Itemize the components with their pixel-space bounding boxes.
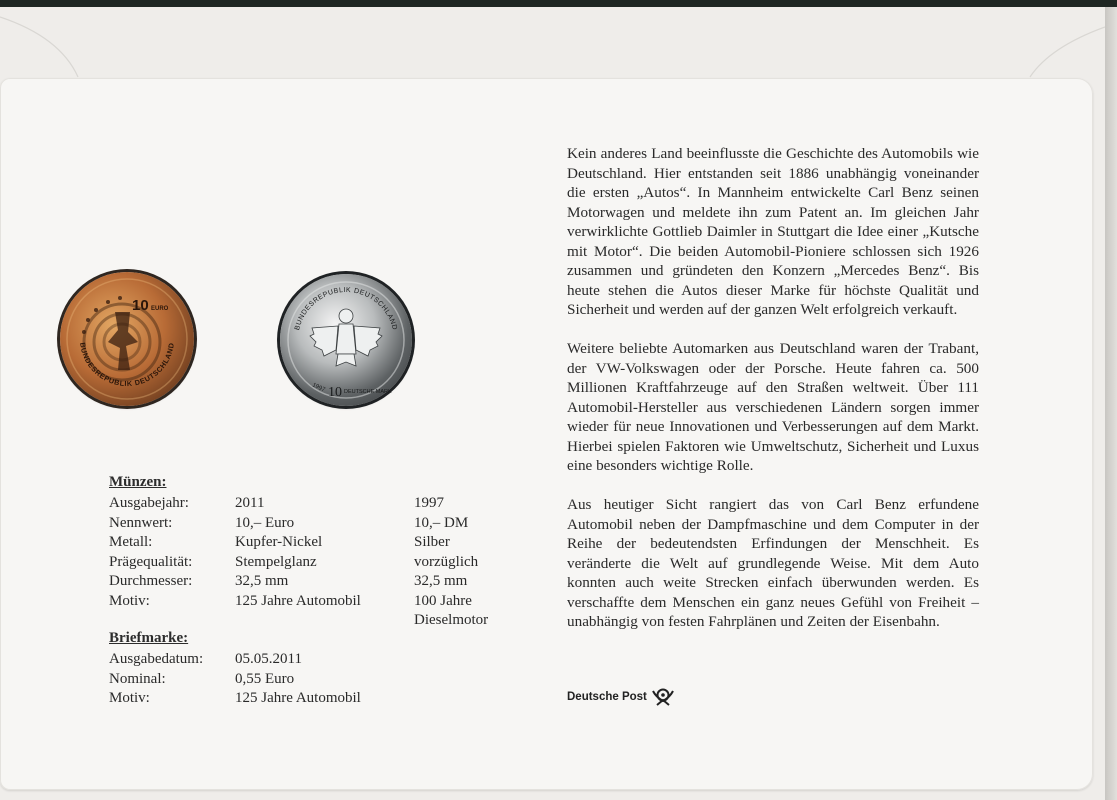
coin-row-durchmesser [109, 572, 529, 592]
row-value: 125 Jahre Automobil [235, 690, 361, 706]
stamp-heading: Briefmarke: [109, 630, 189, 646]
euro-coin-value: 10 [132, 297, 149, 314]
row-label: Ausgabejahr: [109, 495, 189, 511]
row-label: Durchmesser: [109, 573, 193, 589]
coins-heading: Münzen: [109, 474, 167, 490]
coin-row-ausgabejahr [109, 494, 529, 514]
coin-row-nennwert [109, 514, 529, 534]
dm-coin-country: BUNDESREPUBLIK DEUTSCHLAND [294, 286, 398, 332]
row-label: Prägequalität: [109, 553, 193, 570]
row-dm-value: vorzüglich [414, 553, 479, 570]
row-euro-value: Kupfer-Nickel [235, 534, 323, 550]
row-dm-value: Silber [414, 534, 450, 550]
row-euro-value: 2011 [235, 495, 265, 511]
euro-coin-country: BUNDESREPUBLIK DEUTSCHLAND [78, 341, 176, 389]
posthorn-icon [652, 688, 674, 706]
row-label: Motiv: [109, 592, 150, 609]
row-dm-value: Dieselmotor [414, 612, 489, 628]
row-euro-value: 125 Jahre Automobil [235, 592, 361, 609]
coin-row-praegequalitaet [109, 553, 529, 573]
row-label: Nennwert: [109, 514, 173, 531]
stamp-row-ausgabedatum [109, 650, 529, 670]
row-euro-value: 10,– Euro [235, 514, 295, 531]
row-dm-value: 1997 [414, 495, 444, 511]
row-label: Ausgabedatum: [109, 651, 204, 667]
coin-row-motiv [109, 592, 529, 612]
paragraph-significance: Aus heutiger Sicht rangiert das von Carl Benz erfundene Automobil neben der Dampfmaschine und dem Computer in der Reihe der bedeutendsten Erfindungen der Menschheit. Es veränderte die Welt auf grundlegende Weise. Mit dem Auto konnten auch weite Strecken einfach überwunden werden. Es verschaffte dem Menschen ein ganz neues Gefühl von Freiheit – unabhängig von festen Fahrplänen und Zeiten der Eisenbahn. [567, 496, 979, 630]
euro-coin [60, 272, 194, 406]
coin-row-metall [109, 533, 529, 553]
stamp-row-motiv [109, 689, 529, 709]
paragraph-history: Kein anderes Land beeinflusste die Geschichte des Automobils wie Deutschland. Hier entstanden seit 1886 unabhängig voneinander die ersten „Autos“. In Mannheim entwickelte Carl Benz seinen Motorwagen und meldete ihn zum Patent an. Im gleichen Jahr verwirklichte Gottlieb Daimler in Stuttgart die Idee einer „Kutsche mit Motor“. Die beiden Automobil-Pioniere schlossen sich 1926 zusammen und gründeten den Konzern „Mercedes Benz“. Bis heute stehen die Autos dieser Marke für höchste Qualität und Sicherheit und werden auf der ganzen Welt erfolgreich verkauft. [567, 145, 979, 318]
stamp-row-nominal [109, 670, 529, 690]
dm-coin-unit: DEUTSCHE MARK [344, 389, 392, 395]
dm-coin [280, 274, 412, 406]
paragraph-brands: Weitere beliebte Automarken aus Deutschland waren der Trabant, der VW-Volkswagen oder der Porsche. Heute fahren ca. 500 Millionen Kraftfahrzeuge auf den Straßen weltweit. Über 111 Automobil-Hersteller aus verschiedenen Ländern sorgen immer wieder für neue Innovationen und Verbesserungen auf dem Markt. Hierbei spielen Faktoren wie Umweltschutz, Sicherheit und Luxus eine besonders wichtige Rolle. [567, 340, 979, 474]
top-edge [0, 0, 1117, 7]
dm-coin-value: 10 [328, 385, 342, 400]
row-value: 0,55 Euro [235, 670, 295, 687]
description-text [567, 144, 979, 651]
envelope-right-edge [1105, 7, 1117, 800]
euro-coin-unit: EURO [151, 306, 169, 312]
row-dm-value: 100 Jahre [414, 592, 472, 609]
row-dm-value: 10,– DM [414, 514, 469, 531]
dm-coin-year: 1997 [311, 382, 326, 394]
row-label: Motiv: [109, 690, 150, 706]
row-euro-value: Stempelglanz [235, 553, 317, 570]
coin-row-motiv-cont [109, 611, 529, 631]
row-euro-value: 32,5 mm [235, 573, 289, 589]
brand-name: Deutsche Post [567, 691, 647, 703]
row-value: 05.05.2011 [235, 651, 302, 667]
row-dm-value: 32,5 mm [414, 573, 468, 589]
deutsche-post-logo [567, 688, 674, 706]
row-label: Metall: [109, 534, 153, 550]
row-label: Nominal: [109, 670, 166, 687]
